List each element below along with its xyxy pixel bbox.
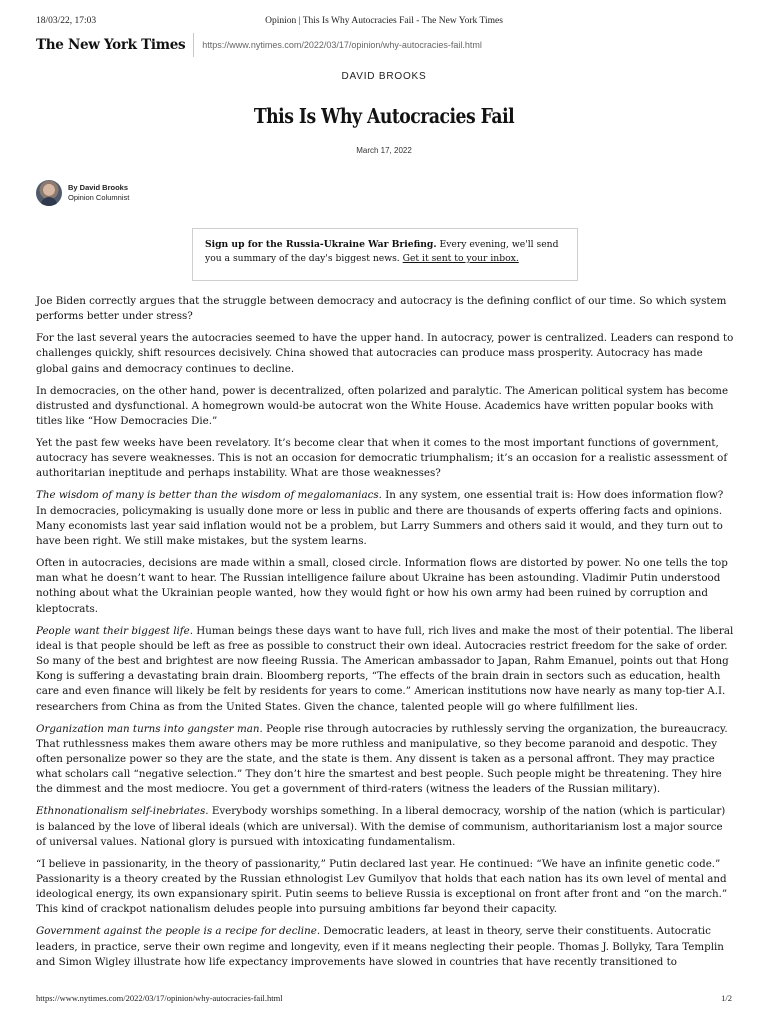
- paragraph-text: Democratic leaders, at least in theory, serve their constituents. Autocratic leaders, in practice, serve their own regime and longevity, even if it means neglecting their people. Thomas J. Bollyky, Tara Templin and Simon Wigley illustrate how life expectancy improvements have slowed in countries that have recently transitioned to: [36, 925, 724, 968]
- article-paragraph: [36, 924, 734, 970]
- nyt-logo[interactable]: The New York Times: [36, 37, 186, 53]
- signup-lead: Sign up for the Russia-Ukraine War Briefing.: [205, 239, 437, 250]
- paragraph-lead: People want their biggest life.: [36, 624, 193, 637]
- signup-body: Every evening, we'll send you a summary of the day's biggest news.: [205, 239, 559, 264]
- article-paragraph: [36, 488, 734, 549]
- article-paragraph: [36, 722, 734, 798]
- paragraph-text: For the last several years the autocracies seemed to have the upper hand. In autocracy, power is centralized. Leaders can respond to challenges quickly, shift resources decisively. China showed that autocracies can produce mass prosperity. Autocracy has made global gains and democracy continues to decline.: [36, 332, 734, 375]
- paragraph-lead: Ethnonationalism self-inebriates.: [36, 805, 209, 818]
- article-paragraph: [36, 804, 734, 850]
- byline: [36, 180, 129, 206]
- newsletter-signup-box: [192, 228, 578, 281]
- publication-date: March 17, 2022: [356, 146, 412, 155]
- masthead-divider: [193, 33, 194, 57]
- paragraph-text: Everybody worships something. In a liberal democracy, worship of the nation (which is particular) is balanced by the love of liberal ideals (which are universal). With the demise of communism, authoritarianism lost a major source of universal values. National glory is pursued with intoxicating fundamentalism.: [36, 805, 726, 848]
- article-url[interactable]: https://www.nytimes.com/2022/03/17/opinion/why-autocracies-fail.html: [202, 40, 482, 50]
- article-paragraph: [36, 436, 734, 482]
- masthead: [36, 35, 732, 55]
- article-paragraph: [36, 556, 734, 617]
- article-headline: This Is Why Autocracies Fail: [253, 104, 515, 128]
- print-footer: [36, 993, 732, 1005]
- article-paragraph: [36, 624, 734, 715]
- author-avatar[interactable]: [36, 180, 62, 206]
- paragraph-lead: Organization man turns into gangster man.: [36, 722, 263, 735]
- paragraph-lead: The wisdom of many is better than the wisdom of megalomaniacs.: [36, 489, 382, 502]
- signup-link[interactable]: Get it sent to your inbox.: [402, 253, 519, 264]
- columnist-kicker[interactable]: DAVID BROOKS: [341, 71, 427, 82]
- page-number: 1/2: [721, 993, 732, 1003]
- paragraph-text: Joe Biden correctly argues that the struggle between democracy and autocracy is the defining conflict of our time. So which system performs better under stress?: [36, 295, 727, 323]
- paragraph-text: Often in autocracies, decisions are made within a small, closed circle. Information flows are distorted by power. No one tells the top man what he doesn’t want to hear. The Russian intelligence failure about Ukraine has been astounding. Vladimir Putin understood nothing about what the Ukrainian people wanted, how they would fight or how his own army had been ruined by corruption and kleptocrats.: [36, 557, 728, 615]
- article-paragraph: [36, 331, 734, 377]
- print-timestamp: 18/03/22, 17:03: [36, 16, 97, 26]
- author-role: Opinion Columnist: [68, 193, 130, 202]
- article-paragraph: [36, 294, 734, 324]
- paragraph-lead: Government against the people is a recipe for decline.: [36, 925, 321, 938]
- paragraph-text: In democracies, on the other hand, power is decentralized, often polarized and paralytic. The American political system has become distrusted and dysfunctional. A homegrown would-be autocrat won the White House. Academics have written popular books with titles like “How Democracies Die.”: [36, 384, 729, 428]
- paragraph-text: Human beings these days want to have full, rich lives and make the most of their potential. The liberal ideal is that people should be left as free as possible to construct their own ideal. Autocracies restrict freedom for the sake of order. So many of the best and brightest are now fleeing Russia. The American ambassador to Japan, Rahm Emanuel, points out that Hong Kong is suffering a devastating brain drain. Bloomberg reports, “The effects of the brain drain in sectors such as education, health care and even finance will likely be felt by residents for years to come.” American institutions now have nearly as many top-tier A.I. researchers from China as from the United States. Given the chance, talented people will go where fulfillment lies.: [36, 624, 734, 713]
- print-header: [36, 16, 732, 30]
- paragraph-text: People rise through autocracies by ruthlessly serving the organization, the bureaucracy. That ruthlessness makes them aware others may be more ruthless and manipulative, so they become paranoid and despotic. They often personalize power so they are the state, and the state is them. Any dissent is taken as a personal affront. They may practice what scholars call “negative selection.” They don’t hire the smartest and best people. Such people might be threatening. They hire the dimmest and the most mediocre. You get a government of third-raters (witness the leaders of the Russian military).: [36, 722, 728, 796]
- article-paragraph: [36, 384, 734, 430]
- article-body: [36, 294, 734, 977]
- paragraph-text: In any system, one essential trait is: How does information flow? In democracies, policymaking is usually done more or less in public and there are thousands of experts offering facts and opinions. Many economists last year said inflation would not be a problem, but Larry Summers and others said it would, and they turn out to have been right. We still make mistakes, but the system learns.: [36, 489, 724, 548]
- author-name[interactable]: By David Brooks: [68, 183, 129, 192]
- footer-url: https://www.nytimes.com/2022/03/17/opinion/why-autocracies-fail.html: [36, 993, 283, 1003]
- print-document-title: Opinion | This Is Why Autocracies Fail - The New York Times: [265, 16, 503, 26]
- paragraph-text: Yet the past few weeks have been revelatory. It’s become clear that when it comes to the most important functions of government, autocracy has severe weaknesses. This is not an occasion for democratic triumphalism; it’s an occasion for a realistic assessment of authoritarian ineptitude and perhaps instability. What are those weaknesses?: [36, 437, 728, 480]
- article-paragraph: [36, 857, 734, 918]
- paragraph-text: “I believe in passionarity, in the theory of passionarity,” Putin declared last year. He continued: “We have an infinite genetic code.” Passionarity is a theory created by the Russian ethnologist Lev Gumilyov that holds that each nation has its own level of mental and ideological energy, its own expansionary spirit. Putin seems to believe Russia is exceptional on front after front and “on the march.” This kind of crackpot nationalism deludes people into pursuing ambitions far beyond their capacity.: [36, 857, 728, 916]
- byline-text: [68, 183, 129, 203]
